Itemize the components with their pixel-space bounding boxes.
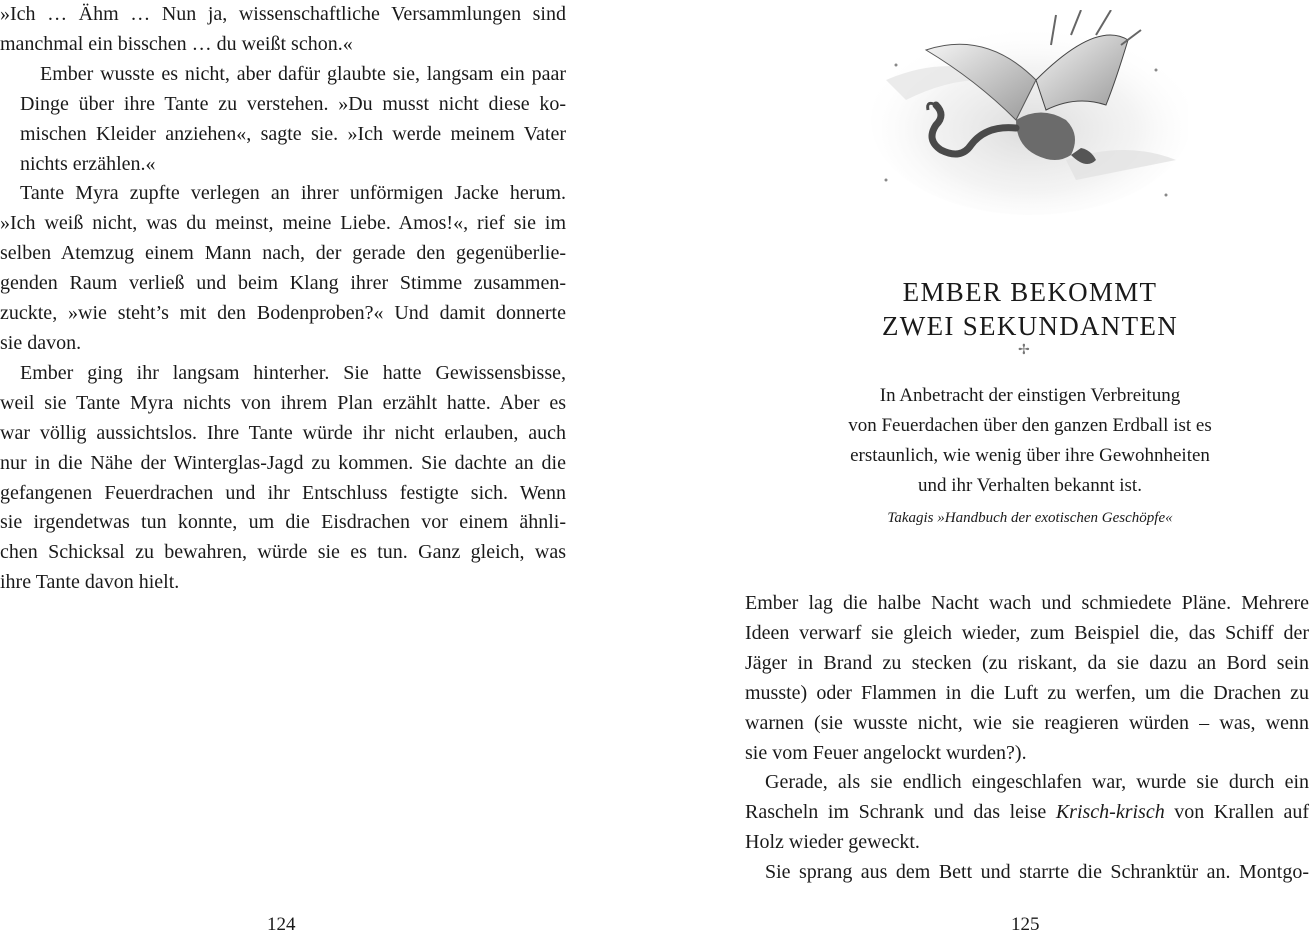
page-number: 125 xyxy=(1011,914,1040,935)
text-line: sie vom Feuer angelockt wurden?). xyxy=(745,741,1027,764)
text-line: nichts erzählen.« xyxy=(20,152,156,175)
left-page xyxy=(0,0,580,935)
text-segment: von Krallen auf xyxy=(1164,801,1309,824)
text-line: Ember wusste es nicht, aber dafür glaubte sie, langsam ein paar xyxy=(40,62,566,85)
chapter-title-line-2: ZWEI SEKUNDANTEN xyxy=(882,311,1178,342)
text-segment: Rascheln im Schrank und das leise xyxy=(745,801,1056,824)
text-line: sie davon. xyxy=(0,331,82,354)
text-line: »Ich weiß nicht, was du meinst, meine Liebe. Amos!«, rief sie im xyxy=(0,212,566,235)
dragon-illustration xyxy=(866,10,1188,215)
text-line: musste) oder Flammen in die Luft zu werfen, um die Drachen zu xyxy=(745,681,1309,704)
text-line: weil sie Tante Myra nichts von ihrem Plan erzählt hatte. Aber es xyxy=(0,391,566,414)
text-line: Ember lag die halbe Nacht wach und schmiedete Pläne. Mehrere xyxy=(745,592,1309,614)
epigraph-line: erstaunlich, wie wenig über ihre Gewohnheiten xyxy=(850,444,1210,466)
text-line: Dinge über ihre Tante zu verstehen. »Du musst nicht diese ko- xyxy=(20,92,566,115)
text-line: genden Raum verließ und beim Klang ihrer Stimme zusammen- xyxy=(0,272,566,295)
text-line: Ember ging ihr langsam hinterher. Sie hatte Gewissensbisse, xyxy=(20,361,566,384)
epigraph-line: von Feuerdachen über den ganzen Erdball ist es xyxy=(848,414,1212,436)
text-line: Holz wieder geweckt. xyxy=(745,831,920,854)
text-line: Sie sprang aus dem Bett und starrte die Schranktür an. Montgo- xyxy=(765,861,1309,884)
epigraph-line: In Anbetracht der einstigen Verbreitung xyxy=(879,385,1181,406)
chapter-title-line-1: EMBER BEKOMMT xyxy=(902,277,1158,308)
left-paragraph-2 xyxy=(0,60,566,180)
left-paragraph-3 xyxy=(0,179,566,358)
epigraph-line: und ihr Verhalten bekannt ist. xyxy=(918,474,1142,496)
text-line: war völlig aussichtslos. Ihre Tante würde ihr nicht erlauben, auch xyxy=(0,421,566,444)
text-line: manchmal ein bisschen … du weißt schon.« xyxy=(0,32,353,55)
page-number: 124 xyxy=(267,914,296,935)
text-line: chen Schicksal zu bewahren, würde sie es tun. Ganz gleich, was xyxy=(0,541,566,564)
text-line: »Ich … Ähm … Nun ja, wissenschaftliche Versammlungen sind xyxy=(0,3,566,25)
ornament-icon: ✢ xyxy=(1018,343,1030,358)
text-line: gefangenen Feuerdrachen und ihr Entschluss festigte sich. Wenn xyxy=(0,481,566,504)
chapter-title xyxy=(810,275,1250,343)
left-page-text xyxy=(0,0,566,598)
text-line: selben Atemzug einem Mann nach, der gerade den gegenüberlie- xyxy=(0,242,566,265)
epigraph-source: Takagis »Handbuch der exotischen Geschöpfe« xyxy=(887,510,1173,526)
italic-text: Krisch-krisch xyxy=(1055,801,1165,824)
text-line: Ideen verwarf sie gleich wieder, zum Beispiel die, das Schiff der xyxy=(745,621,1309,644)
epigraph xyxy=(790,381,1270,501)
text-line: Jäger in Brand zu stecken (zu riskant, da sie dazu an Bord sein xyxy=(745,651,1309,674)
right-page xyxy=(620,0,1311,935)
text-line: warnen (sie wusste nicht, wie sie reagieren würden – was, wenn xyxy=(745,711,1309,734)
right-paragraph-1 xyxy=(745,589,1309,768)
text-line: nur in die Nähe der Winterglas-Jagd zu kommen. Sie dachte an die xyxy=(0,451,566,474)
text-line xyxy=(745,798,1309,828)
text-line: ihre Tante davon hielt. xyxy=(0,571,180,594)
text-line: Tante Myra zupfte verlegen an ihrer unförmigen Jacke herum. xyxy=(20,182,566,205)
text-line: zuckte, »wie steht’s mit den Bodenproben?« Und damit donnerte xyxy=(0,302,566,325)
right-page-text xyxy=(745,589,1309,888)
right-paragraph-3 xyxy=(745,858,1309,888)
left-paragraph-1 xyxy=(0,0,566,60)
right-paragraph-2 xyxy=(745,768,1309,858)
text-line: mischen Kleider anziehen«, sagte sie. »Ich werde meinem Vater xyxy=(20,122,566,145)
text-line: Gerade, als sie endlich eingeschlafen war, wurde sie durch ein xyxy=(765,771,1309,794)
text-line: sie irgendetwas tun konnte, um die Eisdrachen vor einem ähnli- xyxy=(0,511,566,534)
left-paragraph-4 xyxy=(0,359,566,598)
